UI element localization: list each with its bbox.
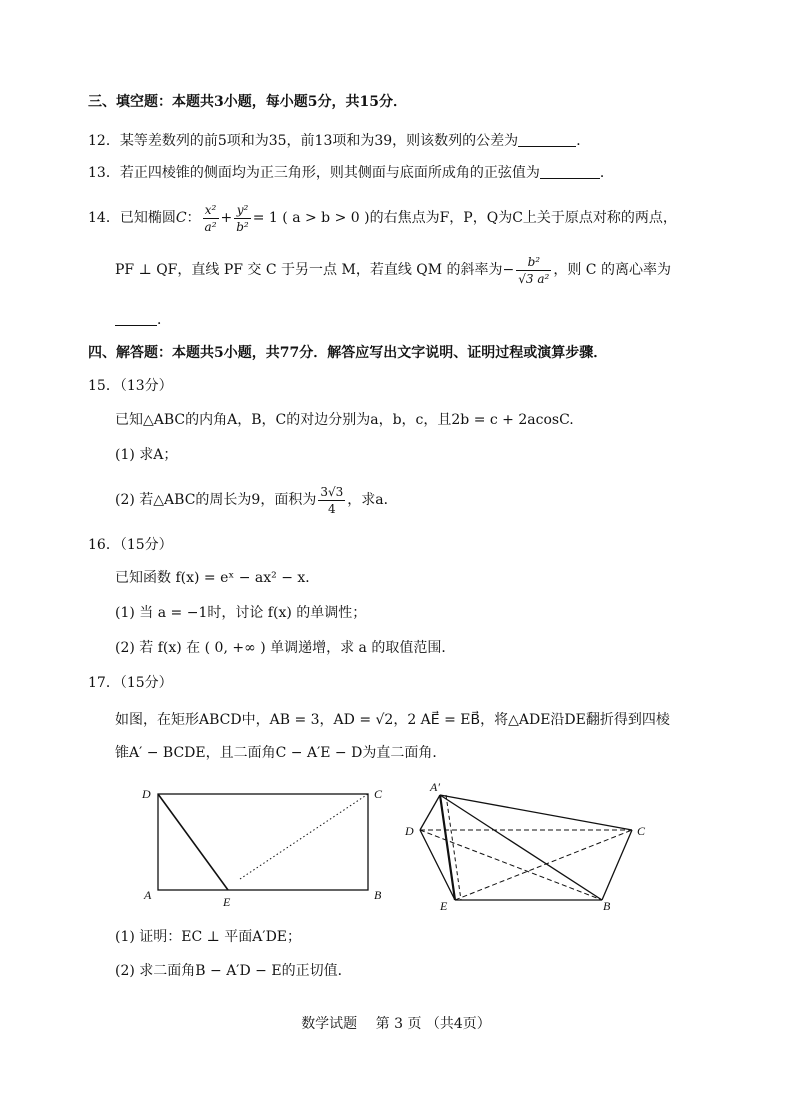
diagonal-ec-hidden — [455, 830, 632, 900]
section4-heading: 四、解答题：本题共5小题，共77分．解答应写出文字说明、证明过程或演算步骤． — [88, 345, 608, 361]
q14-answer-blank — [115, 311, 157, 326]
q17-part1: (1) 证明：EC ⊥ 平面A′DE； — [115, 929, 302, 945]
q14-slope-sign: − — [502, 262, 515, 278]
section3-heading: 三、填空题：本题共3小题，每小题5分，共15分． — [88, 94, 407, 110]
q17-number: 17．（15分） — [88, 675, 173, 691]
q15-area-fraction: $\frac{3√3}{4}$ — [320, 484, 344, 516]
label-a-prime: A′ — [430, 780, 440, 794]
q14-number: 14． — [88, 210, 120, 226]
q15-part1: (1) 求A； — [115, 447, 178, 463]
q13-text: 若正四棱锥的侧面均为正三角形，则其侧面与底面所成角的正弦值为 — [119, 165, 540, 181]
q12-number: 12． — [88, 133, 120, 149]
segment-de — [158, 794, 228, 890]
q15-part2-a: (2) 若△ABC的周长为9，面积为 — [115, 492, 317, 508]
q13-tail: ． — [599, 165, 614, 181]
q15-number: 15．（13分） — [88, 378, 173, 394]
label-b: B — [374, 888, 382, 902]
question-12 — [88, 131, 590, 151]
q17-part2: (2) 求二面角B − A′D − E的正切值． — [115, 963, 352, 979]
question-13 — [88, 163, 614, 183]
label-c: C — [374, 787, 383, 801]
segment-ec-dotted — [240, 794, 368, 879]
q14-line2-a: PF ⊥ QF，直线 PF 交 C 于另一点 M，若直线 QM 的斜率为 — [115, 262, 503, 278]
q14-y-fraction: $\frac{\text{y²}}{\text{b²}}$ — [236, 202, 249, 234]
label-e2: E — [440, 899, 448, 913]
edge-a-b — [440, 795, 602, 900]
question-14-line2 — [115, 252, 671, 288]
q17-stem-line1: 如图，在矩形ABCD中，AB = 3，AD = √2，2 AE⃗ = EB⃗，将△ADE沿DE翻折得到四棱 — [115, 712, 670, 728]
q13-number: 13． — [88, 165, 120, 181]
q14-equation: = 1 ( a > b > 0 ) — [252, 210, 370, 226]
label-d: D — [142, 787, 151, 801]
q16-part1: (1) 当 a = −1时，讨论 f(x) 的单调性； — [115, 605, 367, 621]
q14-slope-fraction: $\frac{\text{b²}}{\text{√3 a²}}$ — [518, 254, 550, 286]
label-a: A — [144, 888, 152, 902]
q14-colon: ： — [186, 210, 201, 226]
q14-line2-b: ，则 C 的离心率为 — [553, 262, 671, 278]
page-footer: 数学试题 第 3 页 （共4页） — [301, 1016, 491, 1032]
q14-text-a: 已知椭圆 — [119, 210, 176, 226]
q14-plus: + — [220, 210, 233, 226]
q12-answer-blank — [518, 132, 576, 147]
q16-part2: (2) 若 f(x) 在 ( 0, +∞ ) 单调递增，求 a 的取值范围． — [115, 640, 456, 656]
label-b2: B — [603, 899, 611, 913]
label-d2: D — [405, 824, 414, 838]
label-c2: C — [637, 824, 646, 838]
edge-a-d — [420, 795, 440, 830]
q17-stem-line2: 锥A′ − BCDE，且二面角C − A′E − D为直二面角． — [115, 745, 447, 761]
q15-stem: 已知△ABC的内角A，B，C的对边分别为a，b，c，且2b = c + 2acosC. — [115, 412, 574, 428]
q12-tail: ． — [576, 133, 591, 149]
q14-tail: ． — [157, 312, 171, 328]
q16-number: 16．（15分） — [88, 537, 173, 553]
rectangle-abcd — [158, 794, 368, 890]
q14-x-fraction: $\frac{\text{x²}}{\text{a²}}$ — [204, 202, 217, 234]
q16-stem: 已知函数 f(x) = eˣ − ax² − x． — [115, 570, 320, 586]
label-e: E — [223, 895, 231, 909]
rectangle-figure — [130, 778, 400, 913]
q14-ellipse-var: C — [175, 210, 187, 226]
q15-part2-b: ，求a． — [347, 492, 398, 508]
q14-text-b: 的右焦点为F，P，Q为C上关于原点对称的两点， — [369, 210, 677, 226]
q12-text: 某等差数列的前5项和为35，前13项和为39，则该数列的公差为 — [119, 133, 519, 149]
q13-answer-blank — [540, 164, 600, 179]
edge-a-c — [440, 795, 632, 830]
question-14 — [88, 200, 677, 236]
pyramid-figure — [400, 778, 660, 913]
q15-part2 — [115, 482, 398, 518]
question-14-line3 — [115, 310, 171, 330]
